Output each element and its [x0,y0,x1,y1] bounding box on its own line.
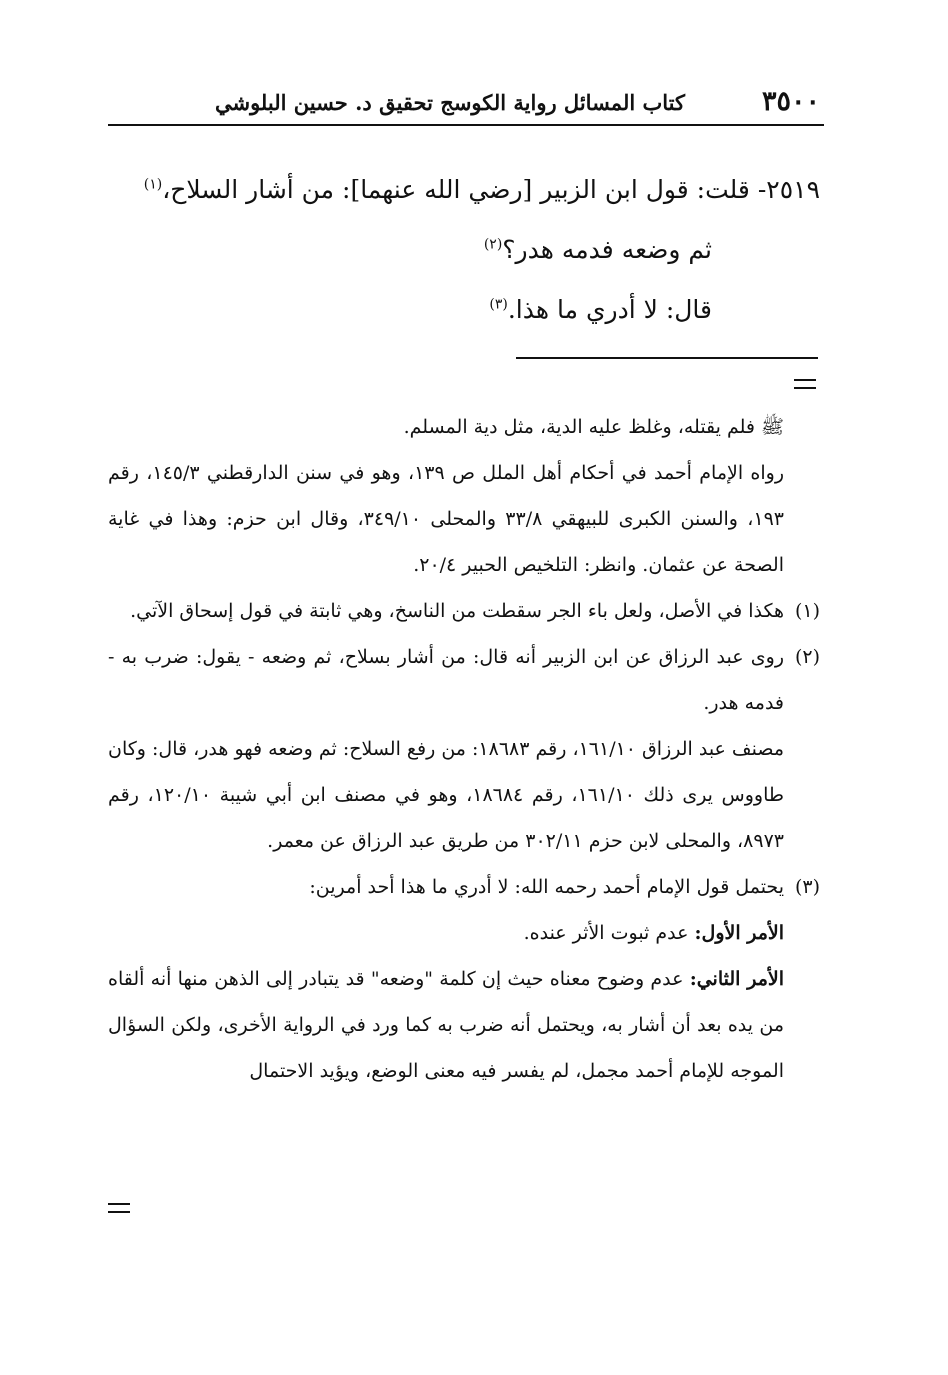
answer-line [120,280,820,340]
first-matter-label: الأمر الأول: [694,922,784,944]
footnote-3-first-matter [108,910,820,956]
footnote-separator [516,357,818,359]
footnotes [108,404,820,1094]
running-title: كتاب المسائل رواية الكوسج تحقيق د. حسين البلوشي [214,90,685,115]
footnote-3-second-matter [108,956,820,1094]
second-matter-label: الأمر الثاني: [689,968,784,990]
footnote-continuation-1: ﷺ فلم يقتله، وغلظ عليه الدية، مثل دية المسلم. [403,416,784,438]
footnote-ref-1: (١) [143,176,163,193]
page-header [108,84,820,124]
footnote-3-number: (٣) [794,876,820,898]
footnote-2-text: روى عبد الرزاق عن ابن الزبير أنه قال: من أشار بسلاح، ثم وضعه - يقول: ضرب به - فدمه هدر. [108,646,784,714]
continuation-mark-top [794,379,816,389]
question-text: ٢٥١٩- قلت: قول ابن الزبير [رضي الله عنهما]: من أشار السلاح، [162,175,820,204]
first-matter-text: عدم ثبوت الأثر عنده. [523,922,695,944]
question-text-continued: ثم وضعه فدمه هدر؟ [502,235,712,264]
footnote-ref-2: (٢) [483,236,503,253]
answer-text: قال: لا أدري ما هذا. [507,295,712,324]
main-text [120,160,820,340]
footnote-ref-3: (٣) [489,296,508,313]
footnote-3-text: يحتمل قول الإمام أحمد رحمه الله: لا أدري ما هذا أحد أمرين: [309,876,784,898]
header-rule [108,124,824,126]
question-line [120,160,820,220]
footnote-1-number: (١) [794,600,820,622]
footnote-1 [108,588,820,634]
continuation-mark-bottom [108,1203,130,1213]
footnote-1-text: هكذا في الأصل، ولعل باء الجر سقطت من الناسخ، وهي ثابتة في قول إسحاق الآتي. [130,600,784,622]
footnote-continuation-2: رواه الإمام أحمد في أحكام أهل الملل ص ١٣٩، وهو في سنن الدارقطني ١٤٥/٣، رقم ١٩٣، والسنن الكبرى للبيهقي ٣٣/٨ والمحلى ٣٤٩/١٠، وقال ابن حزم: وهذا في غاية الصحة عن عثمان. وانظر: التلخيص الحبير ٢٠/٤. [108,462,785,576]
page-number: ٣٥٠٠ [761,86,820,117]
footnote-2 [108,634,820,726]
footnote-2-continued: مصنف عبد الرزاق ١٦١/١٠، رقم ١٨٦٨٣: من رفع السلاح: ثم وضعه فهو هدر، قال: وكان طاووس يرى ذلك ١٦١/١٠، رقم ١٨٦٨٤، وهو في مصنف ابن أبي شيبة ١٢٠/١٠، رقم ٨٩٧٣، والمحلى لابن حزم ٣٠٢/١١ من طريق عبد الرزاق عن معمر. [108,738,785,852]
question-line-continued [120,220,820,280]
footnote-3 [108,864,820,910]
footnote-2-number: (٢) [794,646,820,668]
second-matter-text: عدم وضوح معناه حيث إن كلمة "وضعه" قد يتبادر إلى الذهن منها أنه ألقاه من يده بعد أن أشار به، ويحتمل أنه ضرب به كما ورد في الرواية الأخرى، ولكن السؤال الموجه للإمام أحمد مجمل، لم يفسر فيه معنى الوضع، ويؤيد الاحتمال [108,968,784,1082]
